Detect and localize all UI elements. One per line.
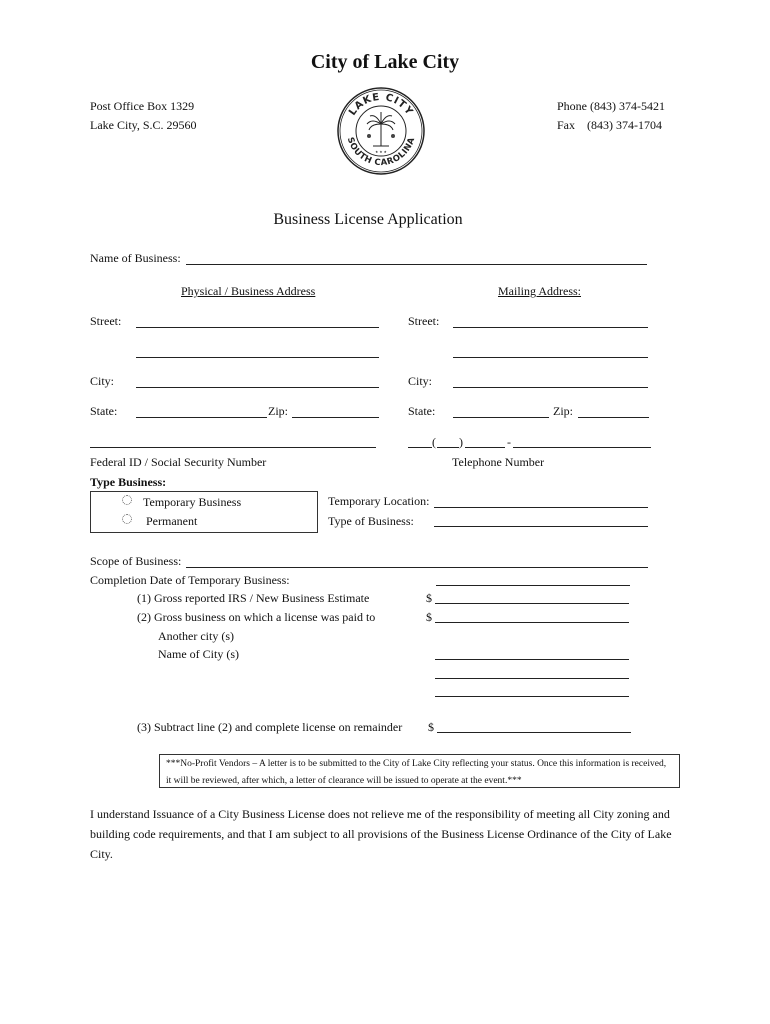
scope-of-business-label: Scope of Business: <box>90 554 182 568</box>
mailing-zip-field[interactable] <box>578 417 649 418</box>
temporary-business-label: Temporary Business <box>143 495 242 509</box>
completion-date-label: Completion Date of Temporary Business: <box>90 573 290 587</box>
city-seal-logo <box>336 86 426 176</box>
type-of-business-label: Type of Business: <box>328 514 414 528</box>
temporary-location-field[interactable] <box>434 507 648 508</box>
scope-of-business-field[interactable] <box>186 567 648 568</box>
license-statement: I understand Issuance of a City Business License does not relieve me of the responsibility of meeting all City zoning and building code requirements, and that I am subject to all provisions of the Business License Ordinance of the City of Lake City. <box>90 807 672 861</box>
temporary-location-label: Temporary Location: <box>328 494 430 508</box>
mailing-zip-label: Zip: <box>553 404 573 418</box>
physical-address-heading: Physical / Business Address <box>181 284 316 298</box>
city-name-field-2[interactable] <box>435 678 629 679</box>
item-3-dollar: $ <box>428 720 434 734</box>
item-3-field[interactable] <box>437 732 631 733</box>
fax-number: Fax (843) 374-1704 <box>557 118 662 132</box>
svg-text:SOUTH CAROLINA: SOUTH CAROLINA <box>344 136 418 169</box>
completion-date-field[interactable] <box>436 585 630 586</box>
type-business-label: Type Business: <box>90 475 167 489</box>
mailing-city-label: City: <box>408 374 433 388</box>
phone-paren-close: ) <box>459 435 463 449</box>
phone-dash: - <box>507 435 511 449</box>
mailing-state-field[interactable] <box>453 417 549 418</box>
phone-pre-line <box>408 447 432 448</box>
physical-zip-label: Zip: <box>268 404 288 418</box>
area-code-field[interactable] <box>437 447 459 448</box>
no-profit-notice: ***No-Profit Vendors – A letter is to be submitted to the City of Lake City reflecting your status. Once this information is received, it will be reviewed, after which, a letter of clearance will be issued to operate at the event.*** <box>159 754 680 788</box>
physical-city-label: City: <box>90 374 115 388</box>
phone-number: Phone (843) 374-5421 <box>557 99 665 113</box>
mailing-street-field[interactable] <box>453 327 648 328</box>
item-2-name-of-city: Name of City (s) <box>158 647 239 661</box>
form-heading: Business License Application <box>273 211 463 228</box>
item-1-field[interactable] <box>435 603 629 604</box>
type-of-business-field[interactable] <box>434 526 648 527</box>
mailing-city-field[interactable] <box>453 387 648 388</box>
item-3-label: (3) Subtract line (2) and complete license on remainder <box>137 720 403 734</box>
mailing-state-label: State: <box>408 404 436 418</box>
name-of-business-field[interactable] <box>186 264 647 265</box>
physical-city-field[interactable] <box>136 387 379 388</box>
telephone-label: Telephone Number <box>452 455 545 469</box>
phone-prefix-field[interactable] <box>465 447 505 448</box>
item-2-label: (2) Gross business on which a license was paid to <box>137 610 376 624</box>
physical-state-label: State: <box>90 404 118 418</box>
permanent-radio[interactable] <box>122 514 132 524</box>
federal-id-field[interactable] <box>90 447 376 448</box>
item-1-label: (1) Gross reported IRS / New Business Estimate <box>137 591 370 605</box>
phone-line-field[interactable] <box>513 447 651 448</box>
physical-street-field-2[interactable] <box>136 357 379 358</box>
svg-text:LAKE CITY: LAKE CITY <box>347 91 415 118</box>
item-2-another-city: Another city (s) <box>158 629 234 643</box>
page-title: City of Lake City <box>310 51 460 73</box>
item-2-field[interactable] <box>435 622 629 623</box>
name-of-business-label: Name of Business: <box>90 251 181 265</box>
mailing-address-heading: Mailing Address: <box>498 284 581 298</box>
physical-state-field[interactable] <box>136 417 267 418</box>
permanent-label: Permanent <box>146 514 198 528</box>
federal-id-label: Federal ID / Social Security Number <box>90 455 267 469</box>
svg-text:★ ★ ★: ★ ★ ★ <box>375 150 387 154</box>
temporary-business-radio[interactable] <box>122 495 132 505</box>
item-1-dollar: $ <box>426 591 432 605</box>
mailing-street-label: Street: <box>408 314 440 328</box>
address-line-2: Lake City, S.C. 29560 <box>90 118 197 132</box>
physical-zip-field[interactable] <box>292 417 379 418</box>
address-line-1: Post Office Box 1329 <box>90 99 195 113</box>
city-name-field-1[interactable] <box>435 659 629 660</box>
physical-street-field[interactable] <box>136 327 379 328</box>
physical-street-label: Street: <box>90 314 122 328</box>
city-name-field-3[interactable] <box>435 696 629 697</box>
item-2-dollar: $ <box>426 610 432 624</box>
phone-paren-open: ( <box>432 435 436 449</box>
mailing-street-field-2[interactable] <box>453 357 648 358</box>
